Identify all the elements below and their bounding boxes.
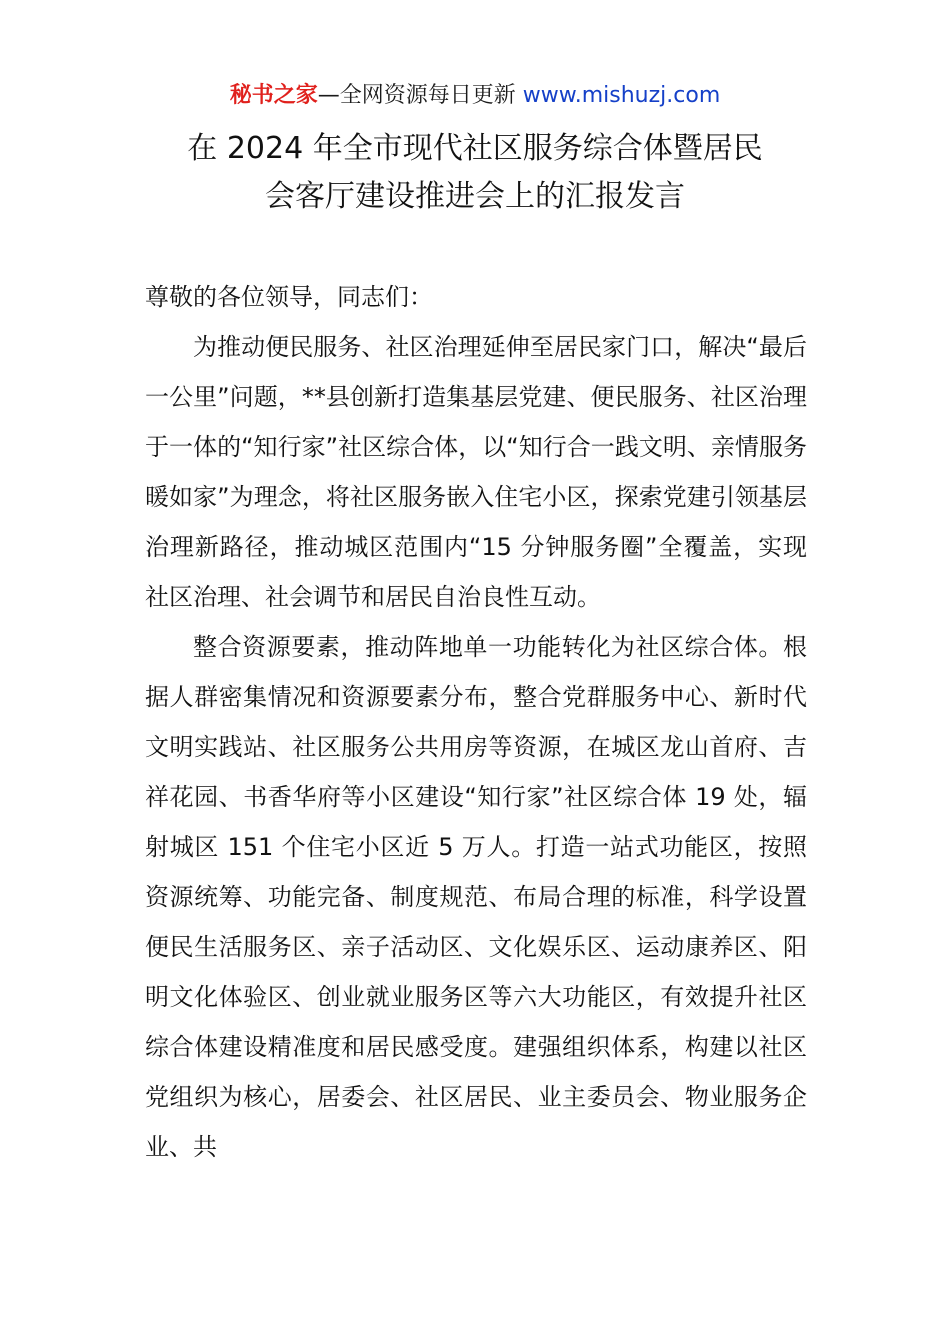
- salutation: 尊敬的各位领导，同志们：: [145, 283, 433, 311]
- document-title: [0, 125, 950, 221]
- document-body: [145, 272, 807, 1172]
- paragraph-1: 为推动便民服务、社区治理延伸至居民家门口，解决“最后一公里”问题，**县创新打造集基层党建、便民服务、社区治理于一体的“知行家”社区综合体，以“知行合一践文明、亲情服务暖如家”为理念，将社区服务嵌入住宅小区，探索党建引领基层治理新路径，推动城区范围内“15 分钟服务圈”全覆盖，实现社区治理、社会调节和居民自治良性互动。: [145, 333, 807, 611]
- site-header: [0, 80, 950, 112]
- site-url-link[interactable]: www.mishuzj.com: [522, 83, 721, 108]
- brand-name: 秘书之家: [229, 83, 318, 108]
- document-title-line-2: 会客厅建设推进会上的汇报发言: [265, 179, 685, 214]
- document-title-line-1: 在 2024 年全市现代社区服务综合体暨居民: [187, 131, 763, 166]
- paragraph-2: 整合资源要素，推动阵地单一功能转化为社区综合体。根据人群密集情况和资源要素分布，整合党群服务中心、新时代文明实践站、社区服务公共用房等资源，在城区龙山首府、吉祥花园、书香华府等小区建设“知行家”社区综合体 19 处，辐射城区 151 个住宅小区近 5 万人。打造一站式功能区，按照资源统筹、功能完备、制度规范、布局合理的标准，科学设置便民生活服务区、亲子活动区、文化娱乐区、运动康养区、阳明文化体验区、创业就业服务区等六大功能区，有效提升社区综合体建设精准度和居民感受度。建强组织体系，构建以社区党组织为核心，居委会、社区居民、业主委员会、物业服务企业、共: [145, 633, 807, 1161]
- site-slogan: —全网资源每日更新: [317, 83, 516, 108]
